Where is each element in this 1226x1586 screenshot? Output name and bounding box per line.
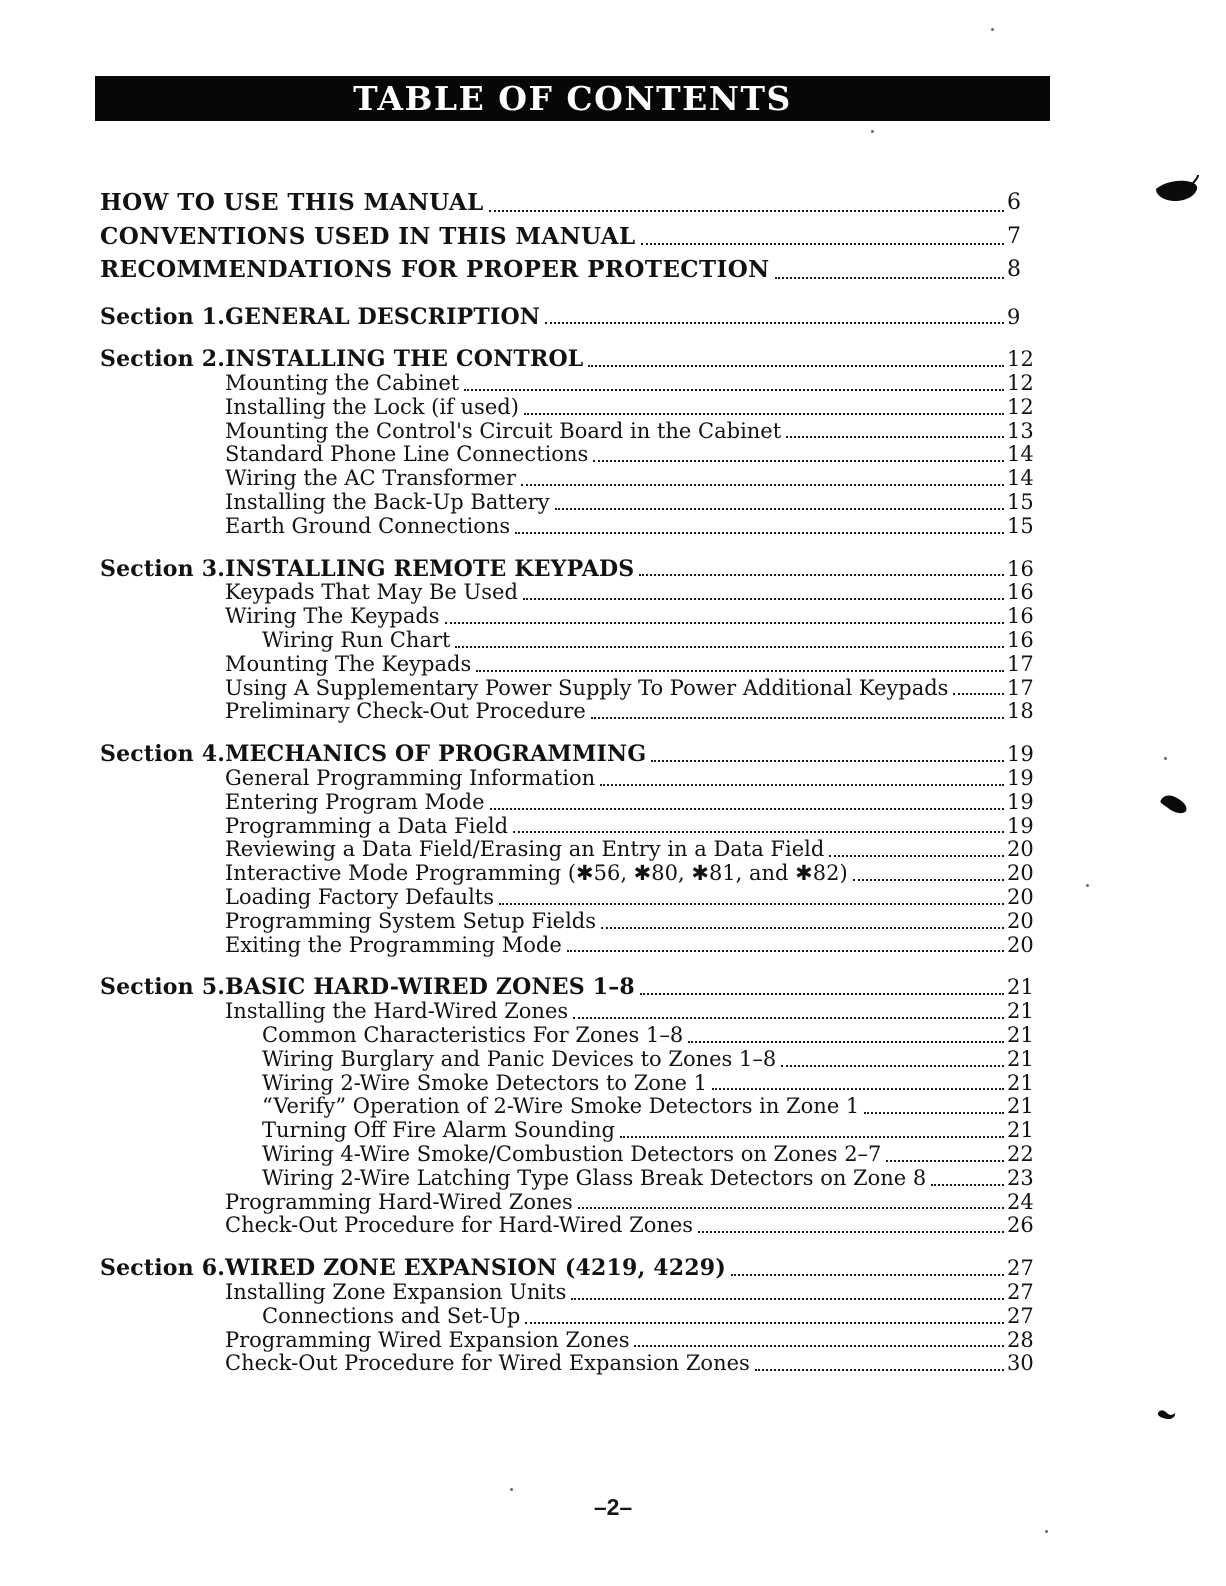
section-number: Section 2. bbox=[100, 346, 226, 373]
entry-label: Wiring 2-Wire Smoke Detectors to Zone 1 bbox=[262, 1070, 707, 1095]
page-ref: 27 bbox=[1007, 1303, 1034, 1328]
page-ref: 20 bbox=[1007, 908, 1034, 933]
page-ref: 12 bbox=[1007, 394, 1034, 419]
entry-label: Programming System Setup Fields bbox=[225, 908, 597, 933]
dot-leader bbox=[524, 413, 1004, 415]
entry-label: Wiring 4-Wire Smoke/Combustion Detectors on Zones 2–7 bbox=[262, 1142, 882, 1166]
page-ref: 17 bbox=[1007, 675, 1034, 700]
paper-speck bbox=[1045, 1530, 1048, 1533]
title-bar bbox=[95, 76, 1050, 121]
paper-speck bbox=[991, 28, 994, 31]
section-title: MECHANICS OF PROGRAMMING bbox=[225, 741, 647, 768]
entry-label: Keypads That May Be Used bbox=[225, 580, 518, 605]
page-ref: 12 bbox=[1007, 371, 1034, 396]
dot-leader bbox=[545, 322, 1004, 324]
page-ref: 20 bbox=[1007, 837, 1034, 862]
section-number: Section 5. bbox=[100, 974, 226, 1001]
entry-label: Wiring Run Chart bbox=[262, 628, 451, 653]
entry-label: Check-Out Procedure for Wired Expansion Zones bbox=[225, 1351, 750, 1376]
page-ref: 27 bbox=[1007, 1279, 1034, 1304]
toc-front-entry bbox=[100, 253, 1041, 287]
toc-entry bbox=[100, 491, 1041, 515]
entry-label: HOW TO USE THIS MANUAL bbox=[100, 189, 484, 216]
dot-leader bbox=[640, 993, 1004, 995]
dot-leader bbox=[688, 1041, 1004, 1043]
dot-leader bbox=[639, 574, 1004, 576]
toc-entry bbox=[100, 1305, 1041, 1329]
toc-front-entry bbox=[100, 186, 1041, 220]
toc-entry bbox=[100, 1072, 1041, 1096]
toc-section bbox=[100, 1257, 1041, 1376]
dot-leader bbox=[641, 243, 1004, 245]
toc-entry bbox=[100, 1281, 1041, 1305]
section-title: WIRED ZONE EXPANSION (4219, 4229) bbox=[225, 1255, 726, 1282]
dot-leader bbox=[489, 210, 1004, 212]
toc-entry bbox=[100, 886, 1041, 910]
section-title: BASIC HARD-WIRED ZONES 1–8 bbox=[225, 974, 635, 1001]
entry-label: Wiring the AC Transformer bbox=[225, 466, 517, 491]
page-ref: 23 bbox=[1007, 1165, 1034, 1190]
dot-leader bbox=[515, 532, 1004, 534]
toc-entry bbox=[100, 934, 1041, 958]
toc-entry bbox=[100, 1000, 1041, 1024]
toc-entry bbox=[100, 605, 1041, 629]
page-ref: 24 bbox=[1007, 1189, 1034, 1214]
dot-leader bbox=[931, 1184, 1004, 1186]
page-ref: 13 bbox=[1007, 418, 1034, 443]
toc-section bbox=[100, 555, 1041, 725]
section-heading bbox=[100, 303, 1041, 330]
toc-entry bbox=[100, 515, 1041, 539]
page-ref: 16 bbox=[1007, 580, 1034, 605]
section-title: INSTALLING REMOTE KEYPADS bbox=[225, 555, 635, 582]
toc-section bbox=[100, 348, 1041, 538]
toc-entry bbox=[100, 1214, 1041, 1238]
section-title: GENERAL DESCRIPTION bbox=[225, 303, 541, 330]
table-of-contents bbox=[100, 186, 1041, 1376]
page-title: TABLE OF CONTENTS bbox=[353, 79, 792, 118]
toc-entry bbox=[100, 396, 1041, 420]
toc-entry bbox=[100, 420, 1041, 444]
page-ref: 14 bbox=[1007, 442, 1034, 467]
toc-entry bbox=[100, 910, 1041, 934]
dot-leader bbox=[555, 508, 1004, 510]
page-ref: 28 bbox=[1007, 1327, 1034, 1352]
paper-speck bbox=[871, 130, 874, 133]
toc-entry bbox=[100, 467, 1041, 491]
dot-leader bbox=[578, 1207, 1004, 1209]
section-number: Section 1. bbox=[100, 303, 226, 330]
toc-front-entry bbox=[100, 220, 1041, 254]
page-footer bbox=[0, 1494, 1226, 1521]
entry-label: Wiring 2-Wire Latching Type Glass Break Detectors on Zone 8 bbox=[262, 1165, 927, 1190]
entry-label: General Programming Information bbox=[225, 766, 596, 791]
dot-leader bbox=[525, 1322, 1004, 1324]
entry-label: Turning Off Fire Alarm Sounding bbox=[262, 1118, 615, 1143]
dot-leader bbox=[445, 622, 1004, 624]
dot-leader bbox=[455, 646, 1004, 648]
sections-list bbox=[100, 303, 1041, 1377]
toc-entry bbox=[100, 629, 1041, 653]
dot-leader bbox=[567, 950, 1004, 952]
toc-entry bbox=[100, 700, 1041, 724]
entry-label: Installing the Lock (if used) bbox=[225, 394, 519, 419]
toc-entry bbox=[100, 767, 1041, 791]
page-ref: 30 bbox=[1007, 1351, 1034, 1376]
page-ref: 21 bbox=[1007, 975, 1035, 1000]
dot-leader bbox=[513, 831, 1004, 833]
entry-label: Common Characteristics For Zones 1–8 bbox=[262, 1023, 684, 1048]
toc-entry bbox=[100, 1329, 1041, 1353]
dot-leader bbox=[521, 484, 1004, 486]
ink-smudge-middle-right bbox=[1158, 792, 1192, 818]
toc-entry bbox=[100, 1048, 1041, 1072]
page-ref: 15 bbox=[1007, 490, 1034, 515]
entry-label: Mounting the Cabinet bbox=[225, 371, 460, 396]
toc-entry bbox=[100, 1143, 1041, 1167]
dot-leader bbox=[490, 808, 1004, 810]
toc-entry bbox=[100, 1095, 1041, 1119]
dot-leader bbox=[698, 1231, 1004, 1233]
page-ref: 15 bbox=[1007, 513, 1034, 538]
page-ref: 19 bbox=[1007, 813, 1034, 838]
entry-label: Standard Phone Line Connections bbox=[225, 442, 589, 467]
section-number: Section 6. bbox=[100, 1255, 226, 1282]
toc-entry bbox=[100, 677, 1041, 701]
dot-leader bbox=[775, 277, 1004, 279]
dot-leader bbox=[755, 1369, 1004, 1371]
entry-label: Check-Out Procedure for Hard-Wired Zones bbox=[225, 1213, 694, 1238]
dot-leader bbox=[600, 784, 1004, 786]
paper-speck bbox=[1086, 884, 1089, 887]
entry-label: Loading Factory Defaults bbox=[225, 885, 495, 910]
toc-entry bbox=[100, 862, 1041, 886]
dot-leader bbox=[651, 760, 1004, 762]
dot-leader bbox=[712, 1088, 1004, 1090]
entry-label: Earth Ground Connections bbox=[225, 513, 511, 538]
toc-entry bbox=[100, 791, 1041, 815]
page-ref: 21 bbox=[1007, 1094, 1034, 1119]
page-ref: 21 bbox=[1007, 1046, 1034, 1071]
front-matter-list bbox=[100, 186, 1041, 287]
dot-leader bbox=[781, 1065, 1004, 1067]
toc-entry bbox=[100, 1352, 1041, 1376]
dot-leader bbox=[634, 1345, 1004, 1347]
page-ref: 20 bbox=[1007, 861, 1034, 886]
dot-leader bbox=[476, 670, 1004, 672]
toc-entry bbox=[100, 815, 1041, 839]
dot-leader bbox=[499, 903, 1004, 905]
entry-label: Installing the Back-Up Battery bbox=[225, 490, 550, 515]
entry-label: Reviewing a Data Field/Erasing an Entry in a Data Field bbox=[225, 837, 825, 862]
toc-section bbox=[100, 743, 1041, 957]
page-ref: 16 bbox=[1007, 556, 1035, 581]
toc-entry bbox=[100, 443, 1041, 467]
page-ref: 16 bbox=[1007, 604, 1034, 629]
dot-leader bbox=[593, 460, 1004, 462]
dot-leader bbox=[571, 1298, 1004, 1300]
entry-label: Exiting the Programming Mode bbox=[225, 932, 562, 957]
ink-smudge-bottom-right bbox=[1156, 1406, 1178, 1422]
page-ref: 14 bbox=[1007, 466, 1034, 491]
dot-leader bbox=[523, 598, 1004, 600]
section-number: Section 3. bbox=[100, 555, 226, 582]
page-ref: 20 bbox=[1007, 885, 1034, 910]
entry-label: CONVENTIONS USED IN THIS MANUAL bbox=[100, 222, 636, 250]
entry-label: Programming a Data Field bbox=[225, 813, 509, 838]
page-ref: 21 bbox=[1007, 1118, 1034, 1143]
dot-leader bbox=[864, 1112, 1004, 1114]
entry-label: Interactive Mode Programming (✱56, ✱80, ✱81, and ✱82) bbox=[225, 861, 848, 886]
page-ref: 19 bbox=[1007, 742, 1035, 767]
page-ref: 20 bbox=[1007, 932, 1034, 957]
dot-leader bbox=[829, 855, 1004, 857]
toc-entry bbox=[100, 1167, 1041, 1191]
page-ref: 6 bbox=[1007, 190, 1022, 215]
dot-leader bbox=[588, 365, 1004, 367]
page-ref: 21 bbox=[1007, 1023, 1034, 1048]
page-ref: 7 bbox=[1007, 223, 1022, 249]
page-ref: 18 bbox=[1007, 699, 1034, 724]
toc-entry bbox=[100, 838, 1041, 862]
page-ref: 21 bbox=[1007, 1070, 1034, 1095]
section-title: INSTALLING THE CONTROL bbox=[225, 346, 584, 373]
paper-speck bbox=[1164, 757, 1167, 760]
page-ref: 12 bbox=[1007, 347, 1035, 372]
toc-entry bbox=[100, 1191, 1041, 1215]
entry-label: Programming Wired Expansion Zones bbox=[225, 1327, 630, 1352]
page-ref: 16 bbox=[1007, 628, 1034, 653]
page-ref: 19 bbox=[1007, 766, 1034, 791]
entry-label: RECOMMENDATIONS FOR PROPER PROTECTION bbox=[100, 256, 770, 283]
entry-label: Using A Supplementary Power Supply To Power Additional Keypads bbox=[225, 675, 949, 700]
page-ref: 21 bbox=[1007, 999, 1034, 1024]
toc-entry bbox=[100, 372, 1041, 396]
entry-label: Mounting The Keypads bbox=[225, 651, 472, 676]
dot-leader bbox=[591, 717, 1004, 719]
entry-label: Wiring Burglary and Panic Devices to Zones 1–8 bbox=[262, 1046, 777, 1071]
page-ref: 27 bbox=[1007, 1256, 1035, 1281]
toc-section bbox=[100, 976, 1041, 1238]
entry-label: “Verify” Operation of 2-Wire Smoke Detectors in Zone 1 bbox=[262, 1094, 860, 1119]
ink-smudge-top-right bbox=[1153, 175, 1201, 209]
entry-label: Connections and Set-Up bbox=[262, 1303, 521, 1328]
section-number: Section 4. bbox=[100, 741, 226, 768]
toc-section bbox=[100, 303, 1041, 330]
entry-label: Preliminary Check-Out Procedure bbox=[225, 699, 586, 724]
entry-label: Mounting the Control's Circuit Board in the Cabinet bbox=[225, 418, 782, 443]
dot-leader bbox=[601, 927, 1004, 929]
toc-entry bbox=[100, 1119, 1041, 1143]
page-ref: 19 bbox=[1007, 789, 1034, 814]
entry-label: Wiring The Keypads bbox=[225, 604, 440, 629]
dot-leader bbox=[886, 1160, 1004, 1162]
dot-leader bbox=[620, 1136, 1004, 1138]
section-heading bbox=[100, 348, 1041, 372]
entry-label: Programming Hard-Wired Zones bbox=[225, 1189, 573, 1214]
toc-entry bbox=[100, 653, 1041, 677]
page-ref: 17 bbox=[1007, 651, 1034, 676]
dot-leader bbox=[573, 1017, 1004, 1019]
dot-leader bbox=[786, 436, 1004, 438]
dot-leader bbox=[853, 879, 1004, 881]
page-ref: 22 bbox=[1007, 1142, 1034, 1166]
section-heading bbox=[100, 976, 1041, 1000]
entry-label: Installing the Hard-Wired Zones bbox=[225, 999, 569, 1024]
dot-leader bbox=[953, 693, 1004, 695]
section-heading bbox=[100, 555, 1041, 582]
toc-entry bbox=[100, 581, 1041, 605]
page-ref: 26 bbox=[1007, 1213, 1034, 1238]
entry-label: Entering Program Mode bbox=[225, 789, 485, 814]
section-heading bbox=[100, 743, 1041, 767]
paper-speck bbox=[510, 1488, 513, 1491]
dot-leader bbox=[731, 1274, 1004, 1276]
page-number: –2– bbox=[593, 1494, 633, 1520]
dot-leader bbox=[464, 389, 1004, 391]
section-heading bbox=[100, 1257, 1041, 1281]
entry-label: Installing Zone Expansion Units bbox=[225, 1279, 567, 1304]
page-ref: 9 bbox=[1007, 304, 1021, 329]
page-ref: 8 bbox=[1007, 257, 1022, 282]
toc-entry bbox=[100, 1024, 1041, 1048]
